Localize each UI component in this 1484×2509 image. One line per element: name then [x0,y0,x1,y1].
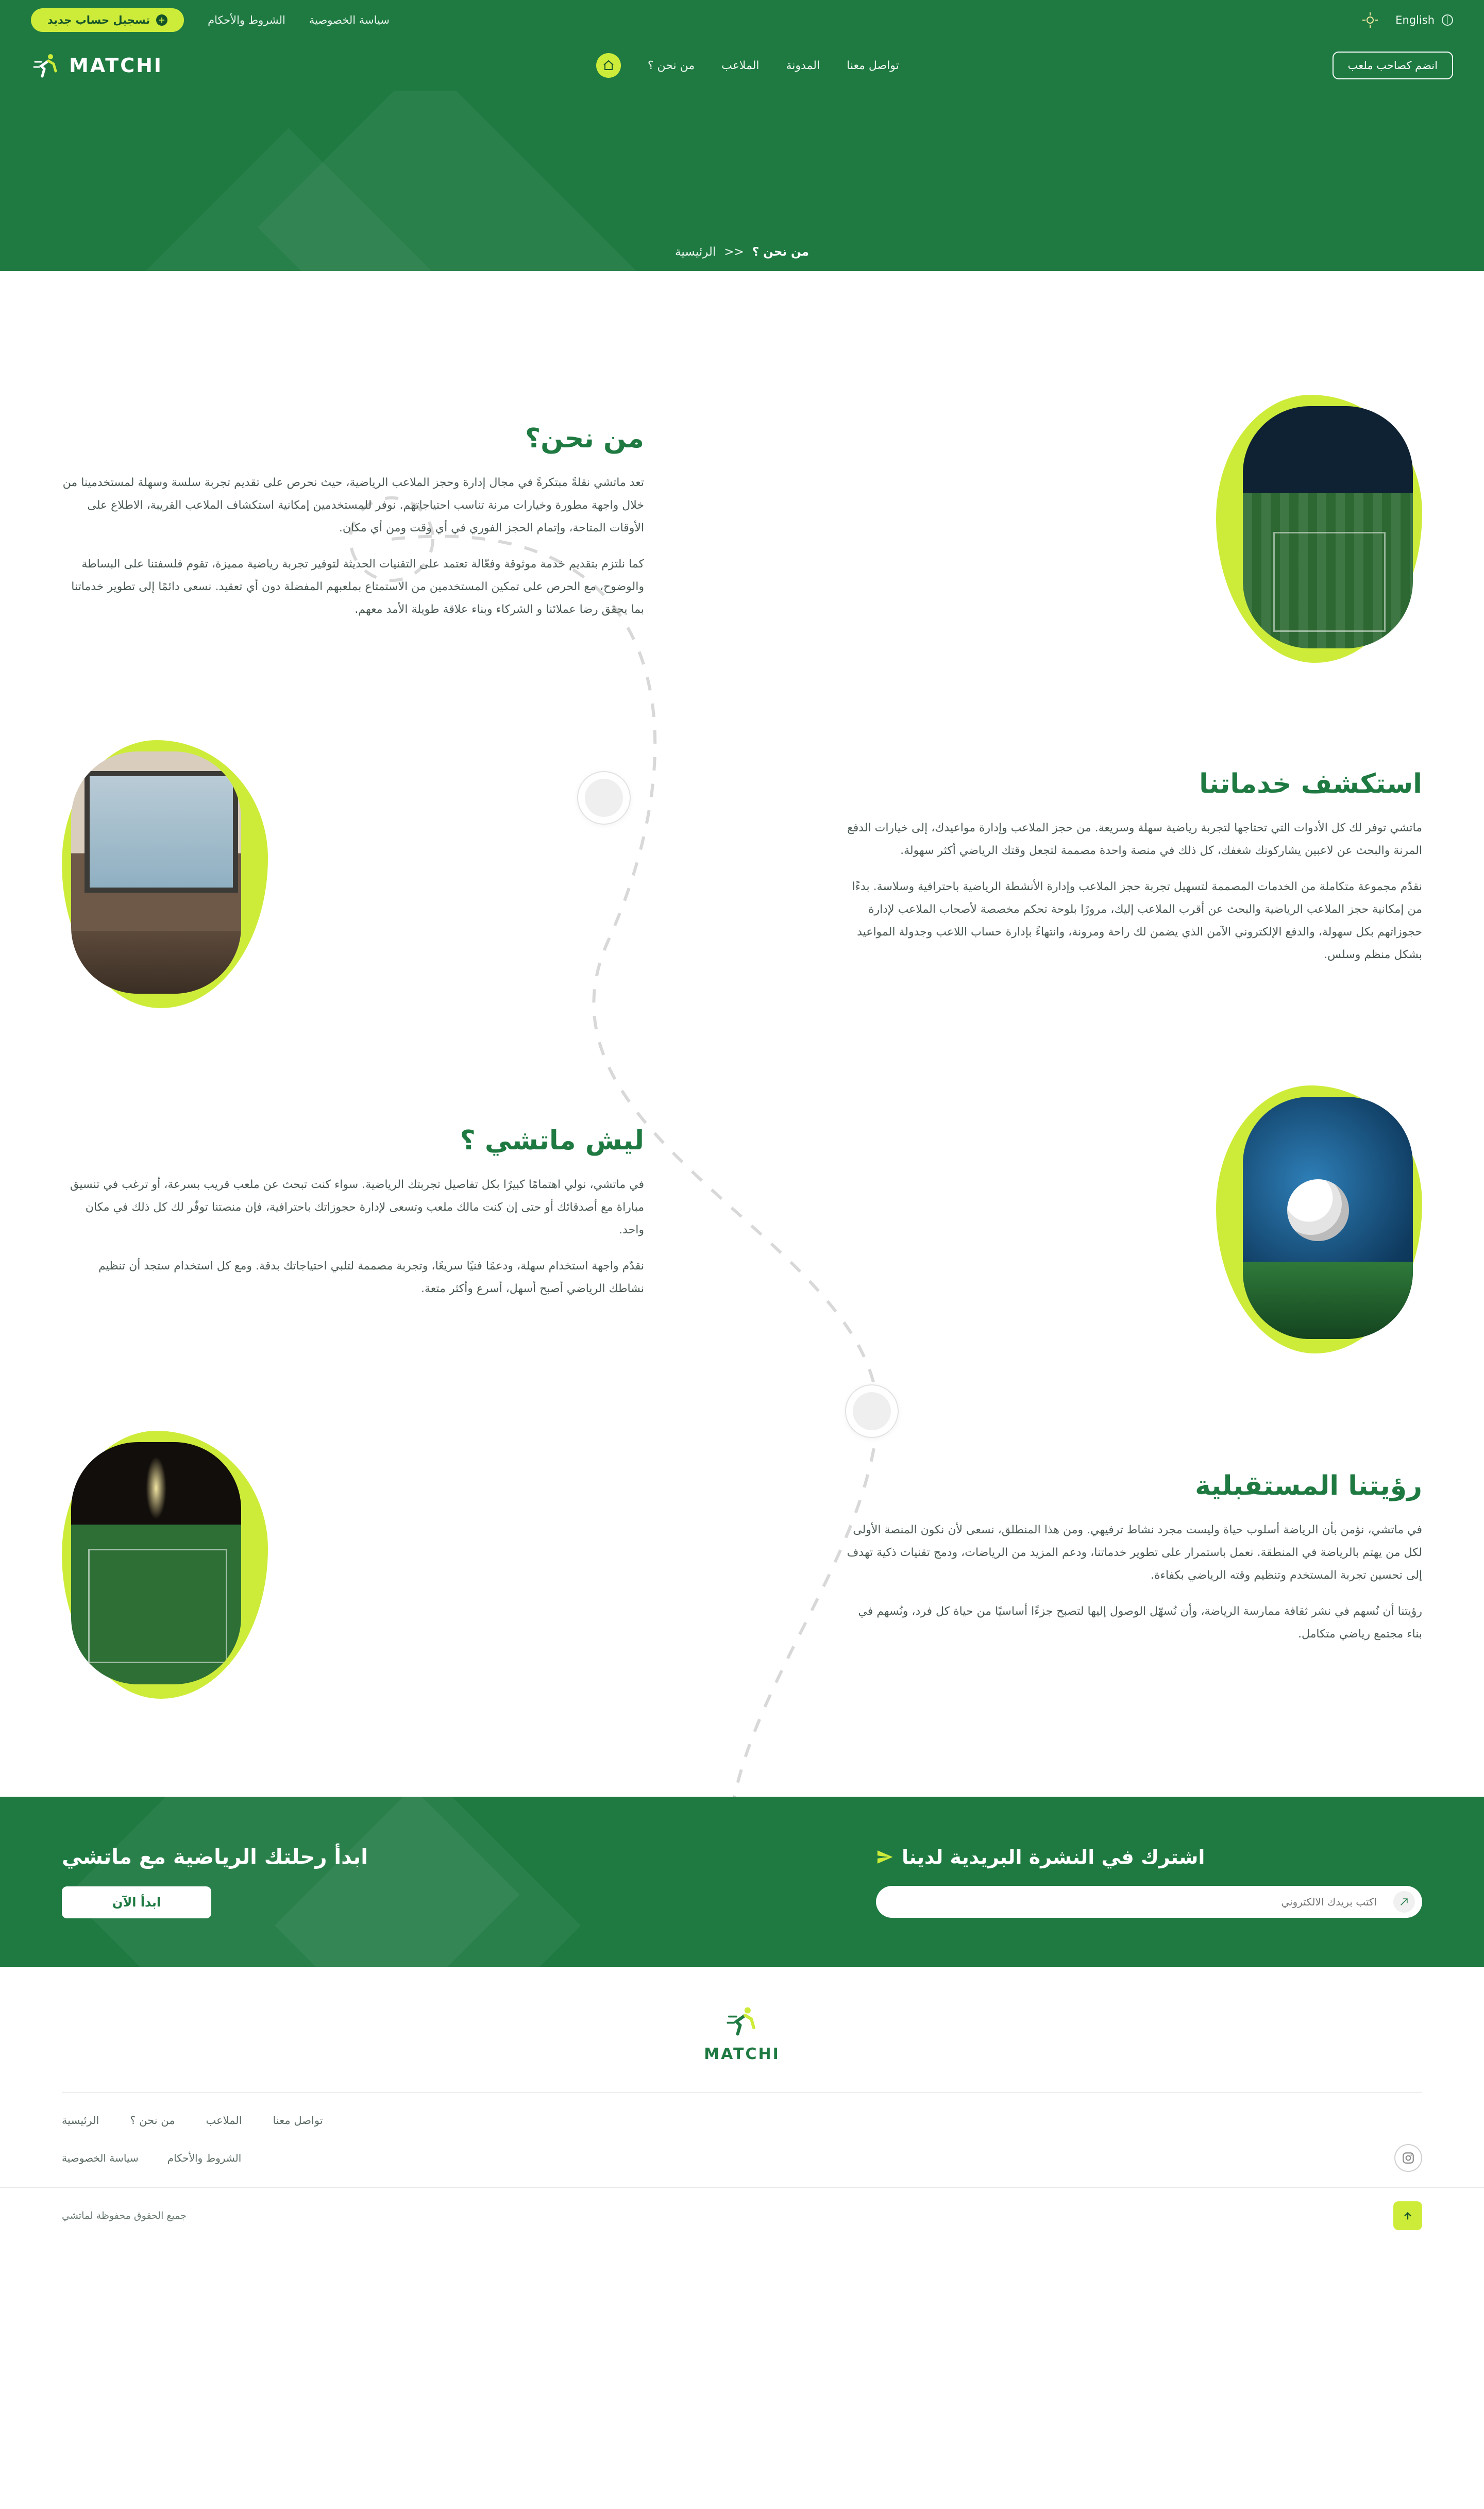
footer-nav-home[interactable]: الرئيسية [62,2114,99,2127]
why-matchi-title: ليش ماتشي ؟ [460,1125,644,1156]
newsletter-block [876,1846,1422,1918]
section-about-us [0,271,1484,663]
terms-link[interactable]: الشروط والأحكام [208,14,285,26]
section-explore-services [0,740,1484,1008]
runner-logo-icon [31,51,61,80]
why-matchi-text [62,1125,644,1314]
future-vision-paragraph-1: في ماتشي، نؤمن بأن الرياضة أسلوب حياة وليست مجرد نشاط ترفيهي. ومن هذا المنطلق، نسعى لأن نكون المنصة الأولى لكل من يهتم بالرياضة في المنطقة. نعمل باستمرار على تطوير خدماتنا، ودعم المزيد من الرياضات، ودمج تقنيات ذكية تهدف إلى تحسين تجربة المستخدم وتنظيم وقته الرياضي بكفاءة. [847,1524,1422,1582]
footer-privacy-link[interactable]: سياسة الخصوصية [62,2152,139,2164]
top-utility-bar [0,0,1484,40]
primary-nav [596,53,899,78]
nav-blog[interactable]: المدونة [786,59,820,72]
main-content [0,271,1484,1797]
indoor-court-photo [62,1431,268,1699]
footer-terms-link[interactable]: الشروط والأحكام [167,2152,242,2164]
newsletter-form[interactable] [876,1886,1422,1918]
explore-services-title: استكشف خدماتنا [1199,768,1422,799]
footer-brand-name: MATCHI [704,2045,780,2063]
nav-about[interactable]: من نحن ؟ [647,59,695,72]
cta-newsletter-band [0,1797,1484,1967]
explore-services-paragraph-1: ماتشي توفر لك كل الأدوات التي تحتاجها لتجربة رياضية سهلة وسريعة. من حجز الملاعب وإدارة مواعيدك، إلى خيارات الدفع المرنة والبحث عن لاعبين يشاركونك شغفك، كل ذلك في منصة واحدة مصممة لتجعل وقتك الرياضي أكثر سهولة. [847,822,1422,857]
breadcrumb [0,245,1484,259]
globe-icon [1442,14,1453,26]
breadcrumb-separator: << [724,245,744,259]
language-label: English [1395,14,1435,26]
site-footer [0,1967,1484,2251]
copyright-bar [0,2187,1484,2251]
nav-fields[interactable]: الملاعب [721,59,760,72]
start-now-button[interactable]: ابدأ الآن [62,1886,211,1918]
section-future-vision [0,1431,1484,1699]
footer-nav [0,2093,1484,2127]
future-vision-title: رؤيتنا المستقبلية [1195,1470,1422,1501]
footer-brand[interactable] [0,2003,1484,2063]
explore-services-text [840,768,1422,980]
copyright-text: جميع الحقوق محفوظة لماتشي [62,2210,187,2221]
runner-logo-icon [724,2003,760,2039]
hero-band [0,91,1484,271]
language-switcher[interactable] [1395,14,1453,26]
why-matchi-paragraph-2: نقدّم واجهة استخدام سهلة، ودعمًا فنيًا سريعًا، وتجربة مصممة لتلبي احتياجاتك بدقة. ومع كل استخدام ستجد أن تنظيم نشاطك الرياضي أصبح أسهل، أسرع وأكثر متعة. [98,1260,644,1295]
signup-button-label: تسجيل حساب جديد [47,14,150,26]
breadcrumb-current: من نحن ؟ [752,245,809,259]
footer-nav-about[interactable]: من نحن ؟ [130,2114,175,2127]
newsletter-title-row [876,1846,1422,1868]
instagram-icon[interactable] [1394,2144,1422,2172]
footer-nav-fields[interactable]: الملاعب [206,2114,242,2127]
plus-icon: + [156,14,167,26]
path-node-2 [845,1384,899,1438]
signup-button[interactable] [31,8,184,32]
nav-contact[interactable]: تواصل معنا [847,59,899,72]
why-matchi-paragraph-1: في ماتشي، نولي اهتمامًا كبيرًا بكل تفاصيل تجربتك الرياضية. سواء كنت تبحث عن ملعب قريب بسرعة، أو ترغب في تنسيق مباراة مع أصدقائك أو حتى إن كنت مالك ملعب وتسعى لإدارة حجوزاتك باحترافية، فإن منصتنا توفّر لك كل ذلك في مكان واحد. [70,1178,644,1236]
start-journey-block [62,1845,368,1918]
about-us-paragraph-2: كما نلتزم بتقديم خدمة موثوقة وفعّالة تعتمد على التقنيات الحديثة لتوفير تجربة رياضية مميزة، تقوم فلسفتنا على البساطة والوضوح، مع الحرص على تمكين المستخدمين من الاستمتاع بملعبهم المفضلة دون أي تعقيد. نسعى دائمًا إلى تطوير خدماتنا بما يحقق رضا عملائنا و الشركاء وبناء علاقة طويلة الأمد معهم. [71,558,644,616]
home-icon[interactable] [596,53,621,78]
explore-services-paragraph-2: نقدّم مجموعة متكاملة من الخدمات المصممة لتسهيل تجربة حجز الملاعب وإدارة الأنشطة الرياضية باحترافية وسلاسة. بدءًا من إمكانية حجز الملاعب الرياضية والبحث عن أقرب الملاعب إليك، مرورًا بلوحة تحكم مخصصة لأصحاب الملاعب لإدارة حجوزاتهم بكل سهولة، والدفع الإلكتروني الآمن الذي يضمن لك راحة ومرونة، وانتهاءً بإدارة حساب اللاعب وجدولة المواعيد بشكل منظم وسلس. [852,880,1422,961]
send-arrow-icon[interactable] [1393,1891,1415,1913]
section-why-matchi [0,1085,1484,1353]
site-header [0,40,1484,91]
future-vision-text [840,1470,1422,1659]
about-us-text [62,423,644,634]
topbar-left-group [1362,12,1453,28]
cta-title: ابدأ رحلتك الرياضية مع ماتشي [62,1845,368,1869]
about-us-title: من نحن؟ [525,423,644,454]
football-boot-photo [1216,1085,1422,1353]
newsletter-title: اشترك في النشرة البريدية لدينا [902,1846,1205,1868]
paper-plane-icon [876,1848,893,1866]
topbar-right-group [31,8,390,32]
footer-legal-links [62,2152,241,2164]
newsletter-email-input[interactable] [883,1896,1386,1908]
brand-logo[interactable] [31,51,163,80]
privacy-policy-link[interactable]: سياسة الخصوصية [309,14,390,26]
future-vision-paragraph-2: رؤيتنا أن نُسهم في نشر ثقافة ممارسة الرياضة، وأن نُسهّل الوصول إليها لتصبح جزءًا أساسيًا من حياة كل فرد، ونُسهم في بناء مجتمع رياضي متكامل. [858,1605,1422,1641]
indoor-hall-photo [62,740,268,1008]
brand-name: MATCHI [69,54,163,77]
footer-bottom-row [0,2127,1484,2172]
footer-nav-contact[interactable]: تواصل معنا [273,2114,323,2127]
stadium-night-photo [1216,395,1422,663]
about-us-paragraph-1: تعد ماتشي نقلةً مبتكرةً في مجال إدارة وحجز الملاعب الرياضية، حيث نحرص على تقديم تجربة سلسة وسهلة لمستخدمينا من خلال واجهة مطورة وخيارات مرنة تناسب احتياجاتهم. نوفر للمستخدمين إمكانية استكشاف الملاعب القريبة، الاطلاع على الأوقات المتاحة، وإتمام الحجز الفوري في أي وقت ومن أي مكان. [62,476,644,534]
arrow-up-icon[interactable] [1393,2201,1422,2230]
sun-icon[interactable] [1362,12,1378,28]
breadcrumb-home-link[interactable]: الرئيسية [675,245,716,259]
owner-cta-button[interactable]: انضم كصاحب ملعب [1333,52,1453,79]
